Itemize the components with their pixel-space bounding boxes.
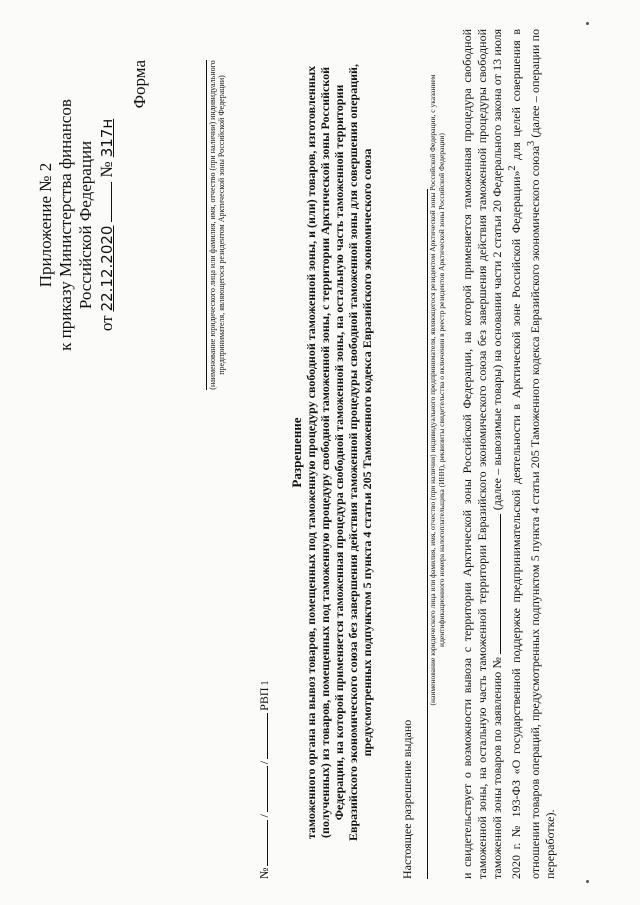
- issued-to-caption: (наименование юридического лица или фамилия, имя, отчество (при наличии) индивидуального предпринимателя, являющегося резидентом Арктической зоны Российской Федерации, с указанием идентификационного номера налогоплательщика (ИНН), реквизиты свидетельства о включении в реестр резидентов Арктической зоны Российской Федерации): [428, 74, 446, 706]
- permit-title: [290, 60, 374, 845]
- number-blank-1: [256, 820, 268, 866]
- application-number-blank: [490, 514, 501, 654]
- number-sign: №: [257, 867, 271, 879]
- customs-org-caption: (наименование юридического лица или фамилия, имя, отчество (при наличии) индивидуального предпринимателя, являющегося резидентом Арктической зоны Российской Федерации): [208, 60, 226, 390]
- body-part-1: и свидетельствует о возможности вывоза с территории Арктической зоны Российской Федерации, на которой применяется таможенная процедура свободной таможенной зоны, на остальную часть таможенной территории Евразийского экономического союза без завершения действия таможенной процедуры свободной таможенной зоны товаров по заявлению №: [460, 29, 504, 879]
- date-prefix: от: [97, 315, 116, 332]
- appendix-order-ref: к приказу Министерства финансов: [56, 99, 75, 351]
- permit-title-text: таможенного органа на вывоз товаров, помещенных под таможенную процедуру свободной таможенной зоны, и (или) товаров, изготовленных (полученных) из товаров, помещенных под таможенную процедуру свободной таможенной зоны, с территории Арктической зоны Российской Федерации, на которой применяется таможенная процедура свободной таможенной зоны, на остальную часть таможенной территории Евразийского экономического союза без завершения действия таможенной процедуры свободной таможенной зоны для совершения операций, предусмотренных подпунктом 5 пункта 4 статьи 205 Таможенного кодекса Евразийского экономического союза: [304, 64, 374, 841]
- permit-body: [460, 29, 558, 879]
- permit-number-line: [256, 681, 272, 879]
- order-number: 317н: [98, 118, 116, 158]
- body-part-2: (далее – вывозимые товары) на основании части 2 статьи 20 Федерального закона от 13 июля 2020 г. № 193-ФЗ «О государственной поддержке предпринимательской деятельности в Арктической зоне Российской Федерации»: [490, 28, 523, 879]
- number-blank-2: [256, 766, 268, 812]
- appendix-number: Приложение № 2: [36, 162, 55, 288]
- footnote-ref: 1: [260, 680, 271, 686]
- order-date-line: [96, 60, 117, 390]
- appendix-header: [36, 60, 117, 390]
- customs-org-line: [206, 60, 207, 390]
- issued-to-line: [400, 59, 428, 879]
- footnote-ref: 2: [507, 165, 518, 171]
- permit-suffix: РВП: [257, 687, 271, 711]
- body-part-3: для целей совершения в отношении товаров операций, предусмотренных подпунктом 5 пункта 4 статьи 205 Таможенного кодекса Евразийского экономического союза: [509, 29, 542, 879]
- number-blank-3: [256, 713, 268, 759]
- number-prefix: №: [97, 161, 116, 178]
- permit-heading: Разрешение: [289, 417, 304, 488]
- form-label: Форма: [130, 60, 149, 109]
- date-blank: [96, 182, 112, 222]
- appendix-ministry: Российской Федерации: [76, 140, 95, 310]
- separator: /: [257, 814, 271, 818]
- issued-to-blank: [415, 189, 428, 879]
- separator: /: [257, 760, 271, 765]
- order-date: 22.12.2020: [98, 225, 116, 312]
- footnote-ref: 3: [526, 140, 537, 146]
- body-part-4: (далее – операции по переработке).: [528, 28, 557, 879]
- issued-label: Настоящее разрешение выдано: [400, 719, 414, 879]
